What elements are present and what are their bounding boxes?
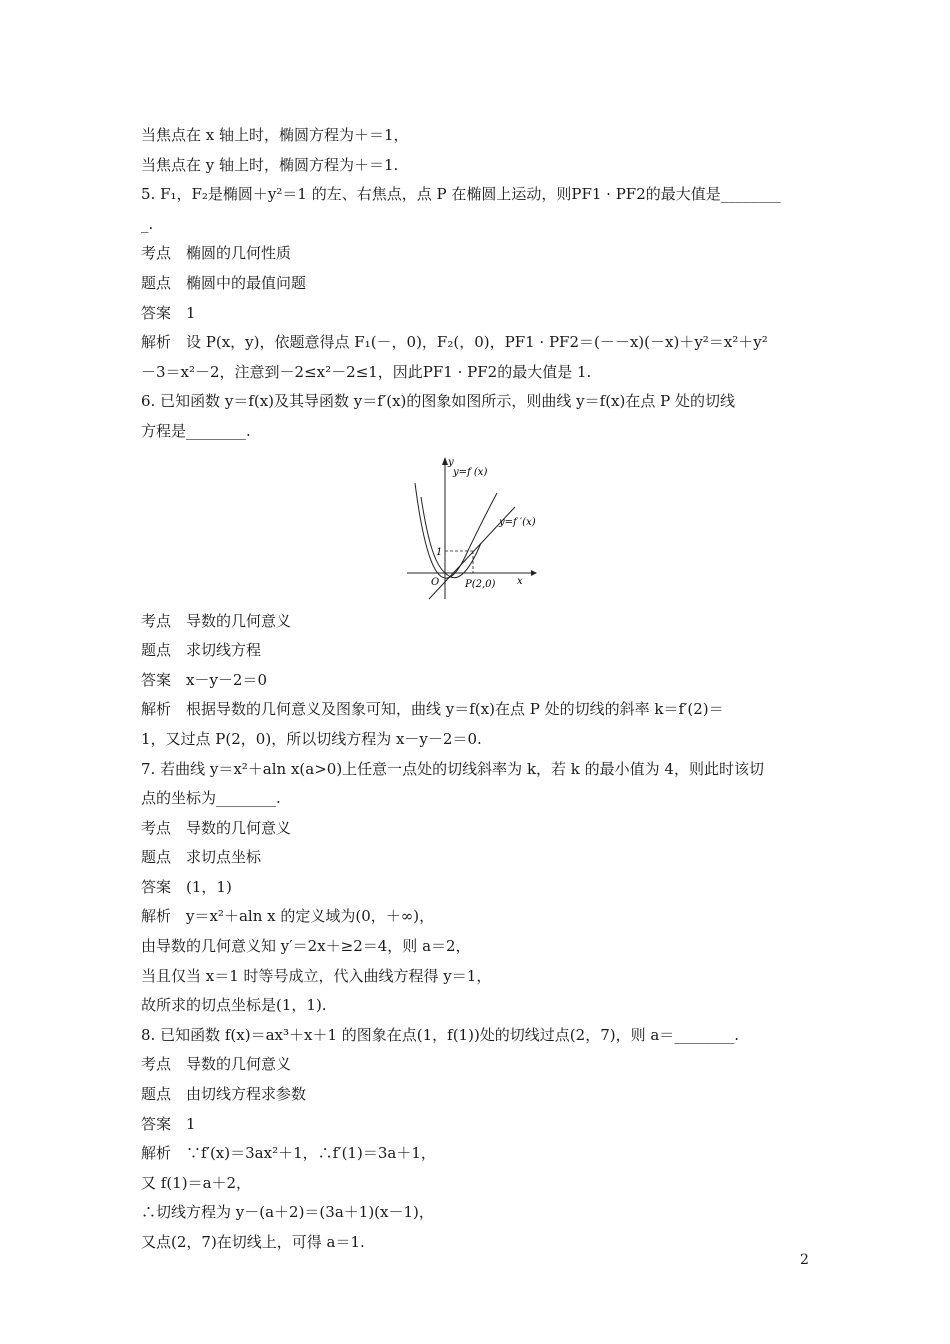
text-line: ∴切线方程为 y－(a＋2)＝(3a＋1)(x－1)， [141, 1203, 434, 1222]
graph-svg [403, 453, 543, 601]
text-line: 由导数的几何意义知 y′＝2x＋≥2＝4，则 a＝2， [141, 937, 471, 956]
label-fprime: y=f ′(x) [499, 516, 536, 528]
text-line: 8. 已知函数 f(x)＝ax³＋x＋1 的图象在点(1，f(1))处的切线过点(2，7)，则 a＝________. [141, 1025, 740, 1044]
text-line: 解析 设 P(x，y)，依题意得点 F₁(－，0)，F₂(，0)，PF1 · PF2＝(－－x)(－x)＋y²＝x²＋y² [141, 333, 768, 352]
text-line: 故所求的切点坐标是(1，1). [141, 996, 327, 1015]
text-line: 考点 导数的几何意义 [141, 1055, 292, 1074]
text-line: 当焦点在 y 轴上时，椭圆方程为＋＝1. [141, 155, 399, 174]
text-line: 考点 导数的几何意义 [141, 818, 292, 837]
curve-f-shape [421, 497, 481, 578]
text-line: 方程是________. [141, 421, 251, 440]
text-block-after-figure [141, 607, 811, 1258]
text-line: 题点 求切线方程 [141, 641, 262, 660]
text-line: 又点(2，7)在切线上，可得 a＝1. [141, 1233, 365, 1251]
text-line: 题点 求切点坐标 [141, 848, 262, 867]
label-origin: O [431, 576, 440, 588]
text-line: 考点 椭圆的几何性质 [141, 244, 292, 263]
label-y: y [448, 456, 454, 468]
text-line: 答案 x－y－2＝0 [141, 670, 268, 689]
label-f: y=f (x) [453, 466, 488, 478]
text-line: －3＝x²－2，注意到－2≤x²－2≤1，因此PF1 · PF2的最大值是 1. [141, 362, 592, 381]
text-line: 6. 已知函数 y＝f(x)及其导函数 y＝f′(x)的图象如图所示，则曲线 y＝f(x)在点 P 处的切线 [141, 392, 735, 411]
text-line: 解析 根据导数的几何意义及图象可知，曲线 y＝f(x)在点 P 处的切线的斜率 k＝f′(2)＝ [141, 700, 724, 719]
text-line: 1，又过点 P(2，0)，所以切线方程为 x－y－2＝0. [141, 729, 482, 748]
text-line: 又 f(1)＝a＋2， [141, 1173, 252, 1192]
text-line: 当且仅当 x＝1 时等号成立，代入曲线方程得 y＝1， [141, 966, 492, 985]
text-block-before-figure [141, 121, 811, 447]
page-number: 2 [800, 1252, 809, 1268]
text-line: 点的坐标为________. [141, 789, 281, 808]
function-graph-figure [141, 447, 811, 607]
text-line: 答案 (1，1) [141, 877, 232, 896]
text-line: 题点 椭圆中的最值问题 [141, 273, 307, 292]
label-one: 1 [436, 546, 443, 558]
x-axis-arrow [531, 570, 537, 576]
text-line: _. [141, 214, 154, 233]
text-line: 考点 导数的几何意义 [141, 611, 292, 630]
text-line: 7. 若曲线 y＝x²＋aln x(a>0)上任意一点处的切线斜率为 k，若 k 的最小值为 4，则此时该切 [141, 759, 764, 778]
text-line: 答案 1 [141, 303, 196, 322]
label-x: x [517, 575, 523, 587]
document-page [141, 121, 811, 1258]
text-line: 解析 y＝x²＋aln x 的定义域为(0，＋∞)， [141, 907, 435, 926]
text-line: 答案 1 [141, 1114, 196, 1133]
text-line: 当焦点在 x 轴上时，椭圆方程为＋＝1， [141, 126, 409, 144]
label-p: P(2,0) [465, 578, 496, 590]
text-line: 解析 ∵f′(x)＝3ax²＋1，∴f′(1)＝3a＋1， [141, 1144, 436, 1163]
text-line: 题点 由切线方程求参数 [141, 1085, 307, 1104]
text-line: 5. F₁，F₂是椭圆＋y²＝1 的左、右焦点，点 P 在椭圆上运动，则PF1 · PF2的最大值是________ [141, 185, 781, 204]
